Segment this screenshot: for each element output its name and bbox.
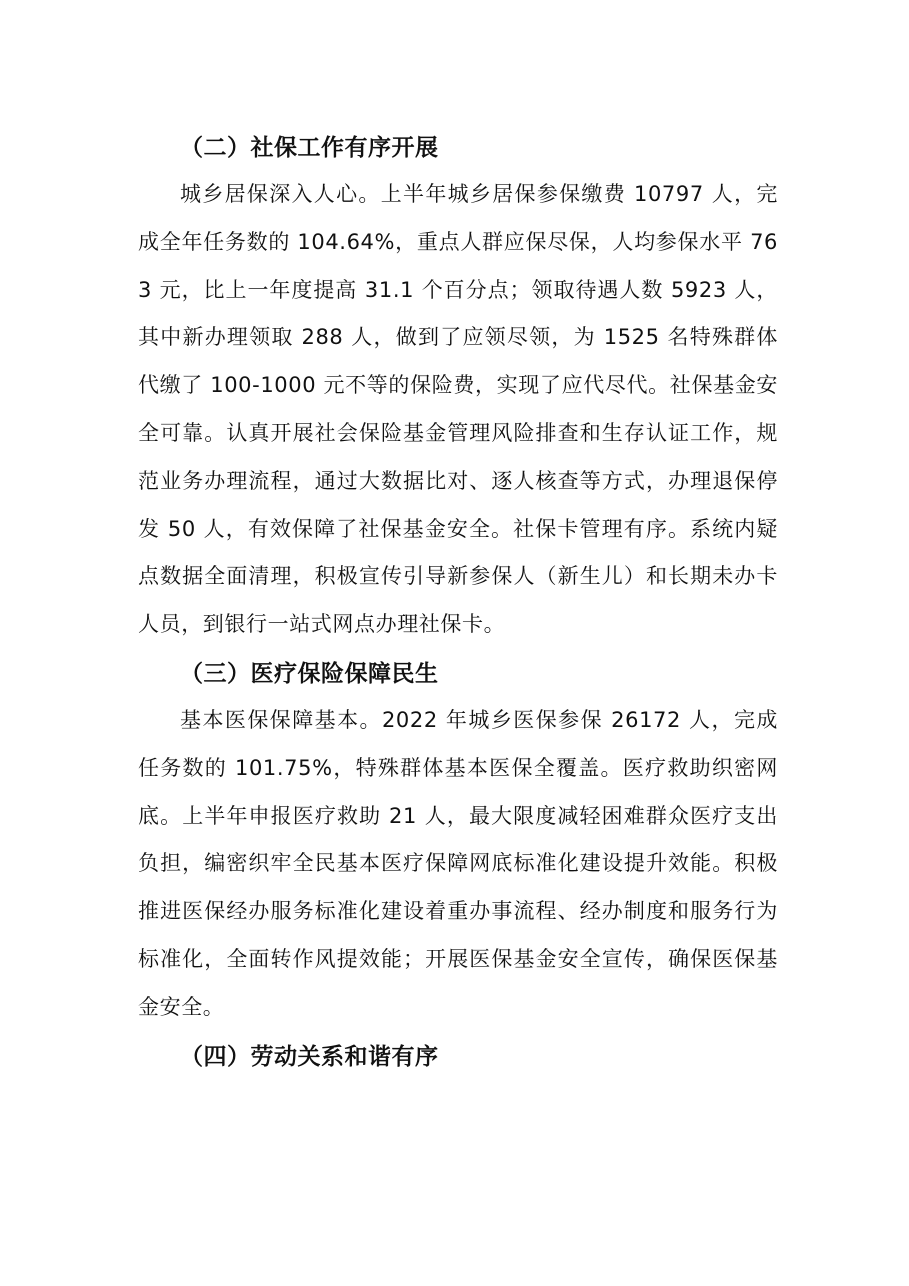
section-heading-social-security: （二）社保工作有序开展 <box>180 135 439 161</box>
section-heading-labor-relations: （四）劳动关系和谐有序 <box>180 1043 439 1070</box>
section-paragraph-social-security: 城乡居保深入人心。上半年城乡居保参保缴费 10797 人，完成全年任务数的 104.64%，重点人群应保尽保，人均参保水平 763 元，比上一年度提高 31.1 个百分点；领取待遇人数 5923 人，其中新办理领取 288 人，做到了应领尽领，为 1525 名特殊群体代缴了 100-1000 元不等的保险费，实现了应代尽代。社保基金安全可靠。认真开展社会保险基金管理风险排查和生存认证工作，规范业务办理流程，通过大数据比对、逐人核查等方式，办理退保停发 50 人，有效保障了社保基金安全。社保卡管理有序。系统内疑点数据全面清理，积极宣传引导新参保人（新生儿）和长期未办卡人员，到银行一站式网点办理社保卡。 <box>138 182 778 637</box>
document-body <box>138 125 778 1080</box>
section-paragraph-medical-insurance: 基本医保保障基本。2022 年城乡医保参保 26172 人，完成任务数的 101.75%，特殊群体基本医保全覆盖。医疗救助织密网底。上半年申报医疗救助 21 人，最大限度减轻困难群众医疗支出负担，编密织牢全民基本医疗保障网底标准化建设提升效能。积极推进医保经办服务标准化建设着重办事流程、经办制度和服务行为标准化，全面转作风提效能；开展医保基金安全宣传，确保医保基金安全。 <box>138 707 778 1019</box>
section-heading-medical-insurance: （三）医疗保险保障民生 <box>180 660 439 687</box>
